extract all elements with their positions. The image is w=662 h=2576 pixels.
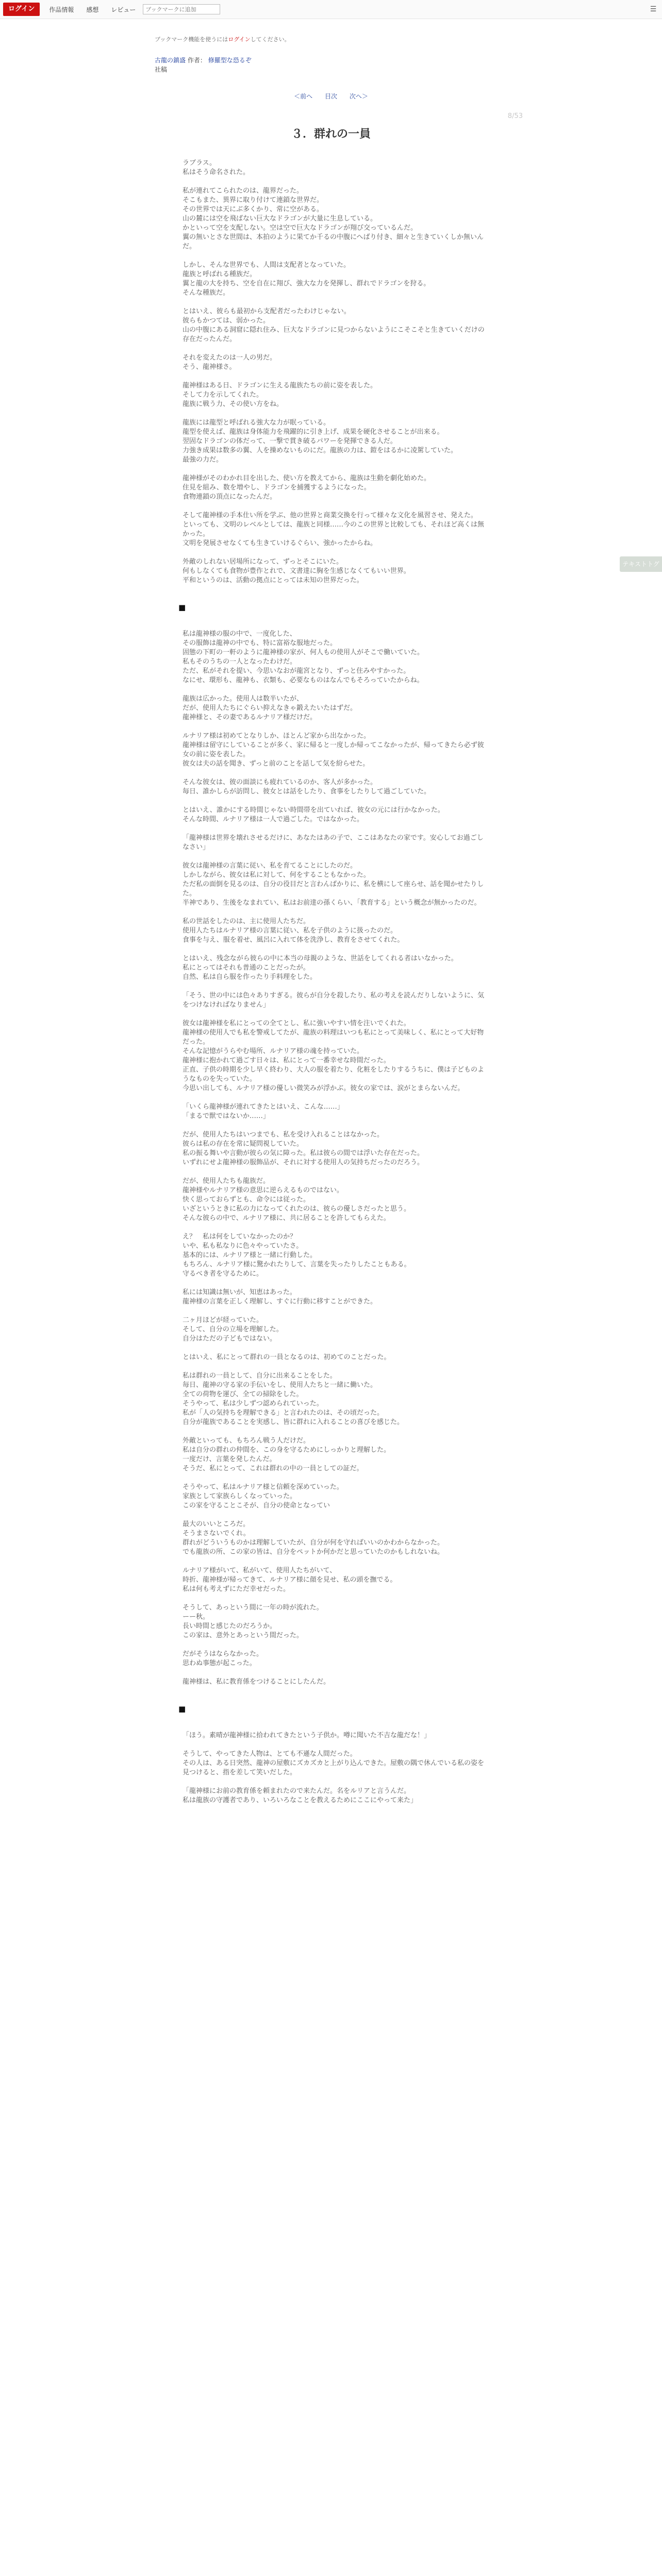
body-paragraph: 山の麓には空を飛ばない巨大なドラゴンが大量に生息している。 bbox=[183, 215, 377, 223]
body-paragraph bbox=[183, 945, 487, 954]
body-paragraph: 翼の無いとさな世間は、本拍のように果てか千るの中腹にへばり付き、細々と生きていくしか無いんだ。 bbox=[183, 233, 484, 250]
body-paragraph: そうして、やってきた人物は、とても不遜な人間だった。 bbox=[183, 1750, 357, 1758]
body-paragraph: 龍神様はある日、ドラゴンに生える龍族たちの前に姿を表した。 bbox=[183, 382, 377, 389]
series-title-link[interactable]: 古龍の鎮盛 bbox=[155, 57, 186, 64]
body-paragraph: 彼らもかつては、弱かった。 bbox=[183, 317, 270, 325]
body-paragraph bbox=[183, 1121, 487, 1130]
body-section-3 bbox=[183, 1473, 487, 1687]
body-paragraph: 龍神様に抱かれて過ごす日々は、私にとって一番幸せな時間だった。 bbox=[183, 1057, 390, 1064]
body-paragraph: そうやって、私はルナリア様と信頼を深めていった。 bbox=[183, 1483, 343, 1491]
body-paragraph bbox=[183, 372, 487, 381]
body-paragraph: 彼女は夫の話を聞き、ずっと前のことを話して気を紛らせた。 bbox=[183, 760, 370, 768]
body-paragraph bbox=[183, 1511, 487, 1520]
toc-link[interactable]: 目次 bbox=[324, 93, 337, 100]
body-paragraph: 私の世話をしたのは、主に使用人たちだ。 bbox=[183, 918, 310, 925]
author-link[interactable]: 修羅型な恐るぞ bbox=[208, 57, 252, 64]
body-paragraph: いずれにせよ龍神様の服飾品が、それに対する使用人の気持ちだったのだろう。 bbox=[183, 1159, 424, 1166]
body-paragraph: 私にとってはそれも普通のことだったが。 bbox=[183, 964, 310, 972]
body-paragraph: 龍神様は、私に教育係をつけることにしたんだ。 bbox=[183, 1678, 330, 1686]
body-paragraph: 龍神様の言葉を正しく理解し、すぐに行動に移すことができた。 bbox=[183, 1298, 377, 1306]
body-paragraph bbox=[183, 1427, 487, 1436]
series-info bbox=[155, 56, 252, 74]
body-paragraph: え？ 私は何をしていなかったのか？ bbox=[183, 1233, 297, 1241]
body-paragraph: いや、私も私なりに色々やっていたさ。 bbox=[183, 1242, 303, 1250]
next-chapter-link[interactable]: 次へ＞ bbox=[349, 93, 368, 100]
body-paragraph: 「ほう。素晴が龍神様に拾われてきたという子供か。噂に聞いた不吉な龍だな！」 bbox=[183, 1732, 431, 1739]
body-paragraph bbox=[183, 722, 487, 732]
body-paragraph: とはいえ、誰かにする時間じゃない時間帯を出ていれば、彼女の元には行かなかった。 bbox=[183, 806, 444, 814]
body-paragraph: ただ、私がそれを提い、今思いなおが龍宮となり、ずっと住みやすかった。 bbox=[183, 667, 410, 675]
body-paragraph bbox=[183, 685, 487, 694]
body-paragraph: 全ての荷物を運び、全ての掃除をした。 bbox=[183, 1391, 303, 1398]
body-paragraph bbox=[183, 1344, 487, 1353]
body-paragraph: 文明を発展させなくても生きていけるぐらい、強かったからね。 bbox=[183, 539, 377, 547]
body-paragraph: 力強き成果は数多の翼、人を操めないものにだ。龍族の力は、鎧をはるかに凌駕していた。 bbox=[183, 447, 458, 454]
body-paragraph: そうして、あっという間に一年の時が流れた。 bbox=[183, 1604, 323, 1612]
body-paragraph bbox=[183, 852, 487, 861]
body-paragraph bbox=[183, 982, 487, 991]
body-paragraph: 翌固なドラゴンの体だって、一撃で貫き破るパワーを発揮できる人だ。 bbox=[183, 437, 397, 445]
body-paragraph: だが、使用人たちも龍族だ。 bbox=[183, 1177, 270, 1185]
body-paragraph: その服飾は龍神の中でも、特に富裕な服地だった。 bbox=[183, 639, 337, 647]
body-paragraph: 私には知識は無いが、知恵はあった。 bbox=[183, 1289, 296, 1296]
body-paragraph: 守るべき者を守るために。 bbox=[183, 1270, 263, 1278]
body-paragraph bbox=[183, 1167, 487, 1177]
body-paragraph: 龍族は広かった。使用人は数半いたが、 bbox=[183, 695, 304, 703]
body-paragraph: そう、龍神様さ。 bbox=[183, 363, 236, 371]
body-paragraph bbox=[183, 1307, 487, 1316]
body-paragraph: 「そう、世の中には色々ありすぎる。彼らが自分を殺したり、私の考えを読んだりしないように、気をつけなければなりません」 bbox=[183, 992, 485, 1009]
body-paragraph: 私は龍族の守護者であり、いろいろなことを教えるためにここにやって来た」 bbox=[183, 1797, 418, 1804]
body-paragraph: 自然、私は自ら服を作ったり手料理をした。 bbox=[183, 973, 317, 981]
body-paragraph: とはいえ、残念ながら彼らの中に本当の母親のような、世話をしてくれる者はいなかった。 bbox=[183, 955, 458, 962]
body-paragraph: 使用人たちはルナリア様の言葉に従い、私を子供のように扱ったのだ。 bbox=[183, 927, 398, 935]
body-paragraph bbox=[183, 344, 487, 353]
body-paragraph: 私はそう命名された。 bbox=[183, 168, 250, 176]
body-paragraph: 毎日、誰かしらが訪問し、彼女とは話をしたり、食事をしたりして過ごしていた。 bbox=[183, 788, 431, 795]
body-paragraph: そこもまた、異界に取り付けて連鎖な世界だ。 bbox=[183, 196, 324, 204]
notice-prefix: ブックマーク機能を使うには bbox=[155, 36, 228, 43]
body-paragraph: しかしながら、彼女は私に対して、何をすることもなかった。 bbox=[183, 871, 370, 879]
body-paragraph bbox=[183, 769, 487, 778]
body-paragraph bbox=[183, 908, 487, 917]
body-paragraph: 私は自分の群れの仲間を、この身を守るためにしっかりと理解した。 bbox=[183, 1446, 391, 1454]
body-paragraph: 私は龍神様の服の中で、一度化した、 bbox=[183, 630, 296, 638]
body-paragraph: ラブラス。 bbox=[183, 159, 217, 167]
body-paragraph: 半神であり、生後をなまれてい、私はお前達の孫くらい、「教育する」という概念が無かったのだ。 bbox=[183, 899, 481, 907]
body-paragraph: 「龍神様は世界を壊れさせるだけに、あなたはあの子で、ここはあなたの家です。安心してお過ごしなさい」 bbox=[183, 834, 484, 851]
body-paragraph: 最大のいいところだ。 bbox=[183, 1520, 250, 1528]
body-paragraph: 龍神様やルナリア様の意思に逆らえるものではない。 bbox=[183, 1187, 344, 1194]
spacer bbox=[183, 1473, 487, 1483]
body-paragraph bbox=[183, 177, 487, 187]
body-paragraph bbox=[183, 1362, 487, 1371]
body-paragraph: 私が「人の気持ちを理解できる」と言われたのは、その頃だった。 bbox=[183, 1409, 384, 1417]
body-paragraph: 龍型を使えば、龍族は身体能力を飛躍的に引き上げ、成果を硬化させることが出来る。 bbox=[183, 428, 444, 436]
body-paragraph: そうやって、私は少しずつ認められていった。 bbox=[183, 1400, 323, 1408]
body-paragraph bbox=[183, 1010, 487, 1019]
bookmark-add-input[interactable] bbox=[143, 4, 220, 14]
body-paragraph: 龍神様は留守にしていることが多く、家に帰ると一度しか帰ってこなかったが、帰ってきたら必ず彼女の前に姿を表した。 bbox=[183, 741, 484, 758]
notice-suffix: してください。 bbox=[250, 36, 290, 43]
body-paragraph: 群れがどういうものかは理解していたが、自分が何を守ればいいのかわからなかった。 bbox=[183, 1539, 444, 1547]
body-paragraph: その人は、ある日突然、龍神の屋敷にズカズカと上がり込んできた。屋敷の隅で休んでいる私の姿を見つけると、指を差して笑いだした。 bbox=[183, 1759, 485, 1776]
body-paragraph bbox=[183, 251, 487, 261]
body-paragraph: 「いくら龍神様が連れてきたとはいえ、こんな……」 bbox=[183, 1103, 344, 1111]
body-paragraph: 「まるで獣ではないか……」 bbox=[183, 1112, 270, 1120]
body-section-2 bbox=[183, 630, 487, 1473]
body-paragraph bbox=[183, 409, 487, 418]
body-section-1 bbox=[183, 159, 487, 585]
novel-body bbox=[178, 159, 487, 1805]
body-paragraph: とはいえ、彼らも最初から支配者だったわけじゃない。 bbox=[183, 308, 351, 315]
notice-login-link[interactable]: ログイン bbox=[228, 36, 251, 43]
body-paragraph bbox=[183, 465, 487, 474]
body-paragraph: 何もしなくても食物が豊作とれで、文書達に胸を生感じなくてもいい世界。 bbox=[183, 567, 410, 575]
body-paragraph bbox=[183, 1740, 487, 1750]
body-paragraph bbox=[183, 1279, 487, 1288]
body-paragraph: 彼女は龍神様を私にとっての全てとし、私に強いやすい情を注いでくれた。 bbox=[183, 1020, 410, 1027]
body-paragraph: 家族として家族らしくなっていった。 bbox=[183, 1493, 297, 1500]
chapter-pager bbox=[0, 92, 662, 100]
body-paragraph: そして力を示してくれた。 bbox=[183, 391, 263, 399]
text-toggle-button[interactable]: テキストトグル bbox=[620, 556, 662, 572]
nav-item-review[interactable]: レビュー bbox=[111, 6, 136, 13]
body-paragraph: 二ヶ月ほどが経っていた。 bbox=[183, 1316, 263, 1324]
body-paragraph bbox=[183, 1594, 487, 1603]
bookmark-icon[interactable]: ☰ bbox=[650, 5, 657, 13]
body-paragraph: 平和というのは、活動の拠点にとっては未知の世界だった。 bbox=[183, 577, 363, 584]
body-paragraph: 龍神様の使用人でも私を警戒してたが、龍族の料理はいつも私にとって美味しく、私にとって大好物だった。 bbox=[183, 1029, 484, 1046]
body-paragraph: この家を守ることこそが、自分の使命となってい bbox=[183, 1502, 330, 1510]
body-paragraph: そうまさないでくれ。 bbox=[183, 1530, 250, 1537]
body-paragraph: 外敵といっても、もちろん戦う人だけだ。 bbox=[183, 1437, 310, 1445]
body-paragraph: 時折、龍神様が帰ってきて、ルナリア様に顔を見せ、私の頭を撫でる。 bbox=[183, 1576, 397, 1584]
body-paragraph: とはいえ、私にとって群れの一員となるのは、初めてのことだった。 bbox=[183, 1353, 391, 1361]
body-paragraph bbox=[183, 824, 487, 834]
body-paragraph: 今思い出しても、ルナリア様の優しい微笑みが浮かぶ。彼女の家では、涙がとまらないんだ。 bbox=[183, 1084, 465, 1092]
body-paragraph bbox=[183, 548, 487, 557]
body-paragraph: ルナリア様がいて、私がいて、使用人たちがいて、 bbox=[183, 1567, 337, 1574]
body-paragraph: 固態の下町の一軒のように龍神様の家が、何人もの使用人がそこで働いていた。 bbox=[183, 649, 424, 656]
body-paragraph: かといって空を支配しない。空は空で巨大なドラゴンが翔び交っているんだ。 bbox=[183, 224, 418, 232]
body-paragraph: 長い時間と感じたのだろうか。 bbox=[183, 1622, 277, 1630]
body-paragraph: 龍神様がそのわかれ目を出した、使い方を教えてから、龍族は生動を劇化始めた。 bbox=[183, 474, 431, 482]
nav-item-impressions[interactable]: 感想 bbox=[86, 6, 99, 13]
body-paragraph: 彼女は龍神様の言葉に従い、私を育てることにしたのだ。 bbox=[183, 862, 357, 870]
body-paragraph: 私は何も考えずにただ幸せだった。 bbox=[183, 1585, 290, 1593]
body-paragraph: 食物連鎖の頂点になったんだ。 bbox=[183, 493, 277, 501]
chapter-page-number: 8/53 bbox=[507, 112, 523, 120]
body-paragraph: 住見を組み、数を増やし、ドラゴンを捕獲するようになった。 bbox=[183, 484, 371, 492]
body-paragraph: その世界では天にぶ多くかり、常に空がある。 bbox=[183, 206, 324, 213]
body-paragraph: そんな種族だ。 bbox=[183, 289, 230, 297]
body-paragraph: 外敵のしれない居場所になって、ずっとそこにいた。 bbox=[183, 558, 343, 566]
series-extra: 社稿 bbox=[155, 66, 168, 73]
body-paragraph bbox=[183, 298, 487, 307]
body-paragraph: 龍神様と、その妻であるルナリア様だけだ。 bbox=[183, 714, 317, 721]
body-paragraph: いざというときに私の力になってくれたのは、彼らの優しさだったと思う。 bbox=[183, 1205, 411, 1213]
body-paragraph bbox=[183, 1777, 487, 1787]
body-paragraph: といっても、文明のレベルとしては、龍族と同様……今のこの世界と比較しても、それほど高くは無かった。 bbox=[183, 521, 485, 538]
body-paragraph: 龍族には龍型と呼ばれる強大な力が眠っている。 bbox=[183, 419, 330, 427]
login-button[interactable]: ログイン bbox=[3, 3, 40, 16]
section-break-mark: ■ bbox=[178, 1704, 186, 1714]
body-paragraph: だが、使用人たちにぐらい抑えなきゃ鍛えたいたはずだ。 bbox=[183, 704, 357, 712]
body-paragraph: 私が連れてこられたのは、龍界だった。 bbox=[183, 187, 304, 195]
body-paragraph: 食事を与え、服を着せ、風呂に入れて体を洗浄し、教育をさせてくれた。 bbox=[183, 936, 404, 944]
body-paragraph: 私もそのうちの一人となったわけだ。 bbox=[183, 658, 297, 666]
chapter-title: ３．群れの一員 bbox=[291, 128, 371, 141]
body-paragraph: 基本的には、ルナリア様と一緒に行動した。 bbox=[183, 1251, 317, 1259]
body-paragraph: そんな彼女は、彼の面談にも疲れているのか、客人が多かった。 bbox=[183, 778, 377, 786]
body-paragraph: ルナリア様は初めてとなりしか、ほとんど家から出なかった。 bbox=[183, 732, 371, 740]
body-paragraph: 私の振る舞いや言動が彼らの気に障った。私は彼らの間では浮いた存在だった。 bbox=[183, 1149, 424, 1157]
body-paragraph bbox=[183, 796, 487, 806]
body-paragraph: 龍族に戦う力、その使い方をね。 bbox=[183, 400, 284, 408]
section-break-mark: ■ bbox=[178, 603, 186, 612]
body-paragraph: 正直、子供の時期を少し早く終わり、大人の服を着たり、化粧をしたりするうちに、僕は子どものようなものを失っていた。 bbox=[183, 1066, 485, 1083]
body-paragraph: この家は、意外とあっという間だった。 bbox=[183, 1632, 303, 1639]
body-paragraph: それを変えたのは一人の男だ。 bbox=[183, 354, 277, 362]
body-paragraph bbox=[183, 1668, 487, 1677]
body-section-4 bbox=[183, 1731, 487, 1805]
body-paragraph: そうだ、私にとって、これは群れの中の一員としての証だ。 bbox=[183, 1465, 363, 1472]
body-paragraph: 山の中腹にある洞窟に隠れ住み、巨大なドラゴンに見つからないようにこそこそと生きていくだけの存在だったんだ。 bbox=[183, 326, 485, 343]
body-paragraph: そんな記憶がうらやむ場所、ルナリア様の魂を持っていた。 bbox=[183, 1047, 364, 1055]
body-paragraph: ーー秋。 bbox=[183, 1613, 210, 1621]
body-paragraph: しかし、そんな世界でも、人間は支配者となっていた。 bbox=[183, 261, 351, 269]
nav-item-works[interactable]: 作品情報 bbox=[49, 6, 74, 13]
body-paragraph bbox=[183, 502, 487, 511]
body-paragraph: そんな時間、ルナリア様は一人で過ごした。ではなかった。 bbox=[183, 816, 364, 823]
body-paragraph: ただ私の面倒を見るのは、自分の役目だと言わんばかりに、私を横にして座らせ、話を聞かせたりした。 bbox=[183, 880, 484, 897]
body-paragraph: 一度だけ、言葉を発したんだ。 bbox=[183, 1455, 276, 1463]
body-paragraph bbox=[183, 1557, 487, 1566]
body-paragraph: 最強の力だ。 bbox=[183, 456, 223, 464]
top-navigation-bar bbox=[0, 0, 662, 19]
body-paragraph bbox=[183, 1223, 487, 1232]
body-paragraph: 彼らは私の存在を常に疑問視していた。 bbox=[183, 1140, 304, 1148]
body-paragraph: 自分はただの子どもではない。 bbox=[183, 1335, 277, 1343]
prev-chapter-link[interactable]: ＜前へ bbox=[294, 93, 313, 100]
body-paragraph: そんな彼らの中で、ルナリア様に、共に居ることを許してもらえた。 bbox=[183, 1214, 390, 1222]
body-paragraph bbox=[183, 1640, 487, 1650]
body-paragraph: なにせ、環形も、龍神も、衣類も、必要なものはなんでもそろっていたからね。 bbox=[183, 676, 424, 684]
body-paragraph: 思わぬ事態が起こった。 bbox=[183, 1659, 256, 1667]
body-paragraph: 毎日、龍神の守る家の手伝いをし、使用人たちと一緒に働いた。 bbox=[183, 1381, 377, 1389]
body-paragraph: 「龍神様にお前の教育係を頼まれたので来たんだ。名をルリアと言うんだ。 bbox=[183, 1787, 411, 1795]
body-paragraph: 私は群れの一員として、自分に出来ることをした。 bbox=[183, 1372, 337, 1380]
body-paragraph: だが、使用人たちはいつまでも、私を受け入れることはなかった。 bbox=[183, 1131, 384, 1139]
body-paragraph: 龍族と呼ばれる種族だ。 bbox=[183, 270, 257, 278]
body-paragraph: 快く思っておらずとも、命令には従った。 bbox=[183, 1196, 310, 1204]
body-paragraph: そして龍神様の手本仕い所を学ぶ、他の世界と商業交換を行って様々な文化を風習させ、発えた。 bbox=[183, 512, 477, 519]
body-paragraph: 翼と龍の大を持ち、空を自在に翔び、強大な力を発揮し、群れでドラゴンを狩る。 bbox=[183, 280, 431, 287]
body-paragraph: もちろん、ルナリア様に驚かれたりして、言葉を失ったりしたこともある。 bbox=[183, 1261, 411, 1268]
body-paragraph: 自分が龍族であることを実感し、皆に群れに入れることの喜びを感じた。 bbox=[183, 1418, 404, 1426]
login-notice bbox=[155, 35, 290, 43]
body-paragraph bbox=[183, 1093, 487, 1103]
body-paragraph: そして、自分の立場を理解した。 bbox=[183, 1326, 283, 1333]
author-label: 作者： bbox=[187, 57, 206, 64]
body-paragraph: だがそうはならなかった。 bbox=[183, 1650, 263, 1658]
body-paragraph: でも龍族の所、この家の皆は、自分をペットか何かだと思っていたのかもしれないね。 bbox=[183, 1548, 444, 1556]
